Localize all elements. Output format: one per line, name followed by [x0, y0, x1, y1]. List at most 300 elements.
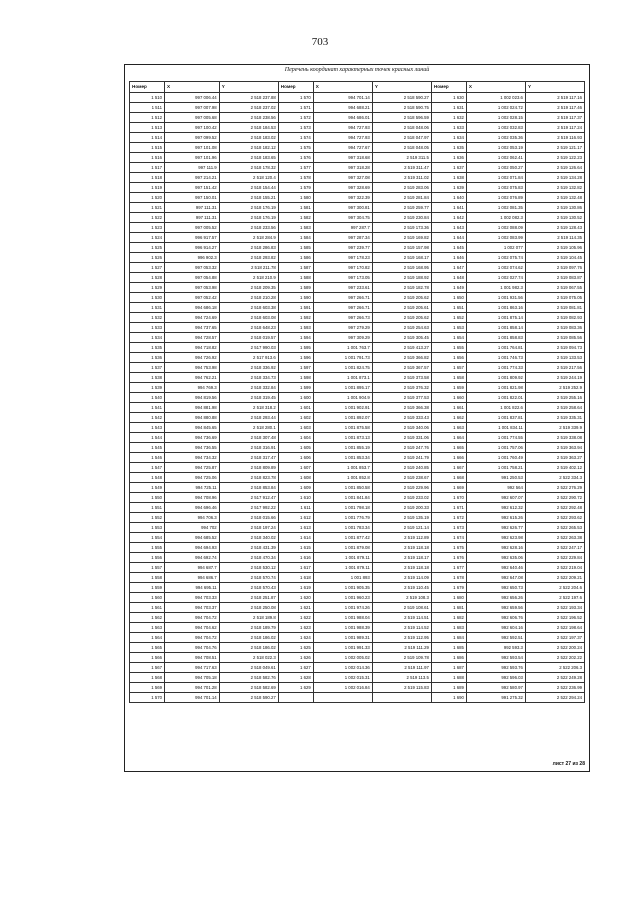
table-row	[130, 553, 585, 563]
table-cell: 2 518 186.02	[219, 633, 278, 643]
table-cell: 2 519 366.82	[372, 353, 431, 363]
table-cell: 992 635.06	[466, 553, 525, 563]
table-cell: 1 599	[278, 383, 313, 393]
table-cell: 2 519 229.96	[372, 483, 431, 493]
coordinates-table	[129, 81, 585, 703]
table-row	[130, 333, 585, 343]
table-cell: 992 592.51	[466, 633, 525, 643]
table-cell: 1 590	[278, 293, 313, 303]
table-cell: 994 734.32	[165, 453, 220, 463]
table-cell: 2 518 590.27	[372, 93, 431, 103]
table-cell: 2 518 211.78	[219, 263, 278, 273]
table-cell: 1 587	[278, 263, 313, 273]
table-cell: 1 626	[278, 653, 313, 663]
table-cell: 2 522 236.99	[525, 683, 584, 693]
table-cell: 1 632	[431, 113, 466, 123]
table-cell: 1 002 088.09	[466, 223, 525, 233]
table-cell: 2 518 470.34	[219, 553, 278, 563]
table-cell: 1 596	[278, 353, 313, 363]
table-cell: 2 519 114.51	[372, 613, 431, 623]
table-cell: 1 554	[130, 533, 165, 543]
table-cell: 1 002 005.02	[313, 653, 372, 663]
table-cell: 997 053.32	[165, 263, 220, 273]
table-cell: 2 518 251.87	[219, 593, 278, 603]
table-cell: 997 101.96	[165, 153, 220, 163]
table-cell: 1 002 075.74	[466, 253, 525, 263]
table-cell: 997 150.01	[165, 193, 220, 203]
table-cell: 1 630	[431, 93, 466, 103]
table-row	[130, 123, 585, 133]
table-cell: 1 001 853.7	[313, 463, 372, 473]
table-cell: 1 511	[130, 103, 165, 113]
table-cell: 1 644	[431, 233, 466, 243]
table-cell: 1 559	[130, 583, 165, 593]
table-cell: 1 610	[278, 493, 313, 503]
table-cell: 992 615.26	[466, 513, 525, 523]
table-cell: 1 579	[278, 183, 313, 193]
table-cell: 2 518 319.45	[219, 393, 278, 403]
table-row	[130, 143, 585, 153]
table-cell: 1 580	[278, 193, 313, 203]
table-row	[130, 153, 585, 163]
table-cell: 2 518 280.1	[219, 423, 278, 433]
table-cell: 997 005.68	[165, 113, 220, 123]
table-row	[130, 663, 585, 673]
table-cell: 1 689	[431, 683, 466, 693]
table-cell: 1 526	[130, 253, 165, 263]
table-cell: 992 628.16	[466, 543, 525, 553]
table-cell: 994 708.96	[165, 493, 220, 503]
table-cell: 1 547	[130, 463, 165, 473]
table-cell: 994 727.93	[313, 123, 372, 133]
table-cell: 2 517 992.22	[219, 503, 278, 513]
table-cell: 1 512	[130, 113, 165, 123]
table-cell: 994 701.28	[165, 683, 220, 693]
table-cell: 1 683	[431, 623, 466, 633]
table-cell: 2 522 265.53	[525, 523, 584, 533]
table-cell: 2 519 067.55	[525, 283, 584, 293]
table-cell: 2 517 990.03	[219, 343, 278, 353]
column-header: Y	[219, 82, 278, 93]
table-cell: 2 518 176.19	[219, 213, 278, 223]
table-cell: 1 002 024.72	[466, 103, 525, 113]
table-cell: 2 522 209.21	[525, 573, 584, 583]
table-cell: 1 549	[130, 483, 165, 493]
table-cell: 2 518 293.82	[219, 253, 278, 263]
table-cell: 1 609	[278, 483, 313, 493]
table-cell: 1 607	[278, 463, 313, 473]
table-cell: 1 611	[278, 503, 313, 513]
table-cell: 2 518 048.06	[372, 123, 431, 133]
table-cell: 1 628	[278, 673, 313, 683]
table-row	[130, 523, 585, 533]
table-row	[130, 183, 585, 193]
table-cell: 1 002 074.62	[466, 263, 525, 273]
table-cell: 994 753.98	[165, 363, 220, 373]
table-cell: 1 581	[278, 203, 313, 213]
table-row	[130, 433, 585, 443]
table-cell: 1 667	[431, 463, 466, 473]
table-cell: 1 001 855.19	[313, 443, 372, 453]
table-cell: 2 522 263.38	[525, 533, 584, 543]
table-cell: 1 001 757.06	[466, 443, 525, 453]
table-cell: 1 561	[130, 603, 165, 613]
table-cell: 1 631	[431, 103, 466, 113]
table-cell: 2 518 049.61	[219, 663, 278, 673]
table-row	[130, 173, 585, 183]
table-cell: 994 727.67	[313, 143, 372, 153]
table-cell: 992 593.3	[466, 643, 525, 653]
table-cell: 2 522 334.3	[525, 473, 584, 483]
table-cell: 2 519 111.29	[372, 643, 431, 653]
table-cell: 2 519 114.52	[372, 623, 431, 633]
table-cell: 992 593.76	[466, 663, 525, 673]
table-cell: 2 519 339.9	[525, 423, 584, 433]
table-cell: 994 725.11	[165, 483, 220, 493]
table-cell: 1 541	[130, 403, 165, 413]
table-cell: 997 100.42	[165, 123, 220, 133]
table-cell: 2 518 210.9	[219, 273, 278, 283]
table-cell: 1 679	[431, 583, 466, 593]
table-cell: 2 522 292.48	[525, 503, 584, 513]
table-cell: 994 686.18	[165, 303, 220, 313]
table-cell: 1 593	[278, 323, 313, 333]
table-cell: 992 612.32	[466, 503, 525, 513]
table-cell: 2 522 200.24	[525, 643, 584, 653]
table-cell: 1 663	[431, 423, 466, 433]
table-cell: 992 650.73	[466, 583, 525, 593]
table-cell: 1 001 989.31	[313, 633, 372, 643]
table-row	[130, 373, 585, 383]
table-cell: 2 518 590.75	[372, 103, 431, 113]
table-cell: 1 668	[431, 473, 466, 483]
table-cell: 2 518 431.39	[219, 543, 278, 553]
table-cell: 2 519 305.45	[372, 333, 431, 343]
table-row	[130, 483, 585, 493]
table-cell: 2 519 113.5	[372, 673, 431, 683]
table-cell: 994 724.69	[165, 313, 220, 323]
table-cell: 2 522 206.3	[525, 663, 584, 673]
table-cell: 994 881.98	[165, 403, 220, 413]
table-cell: 1 620	[278, 593, 313, 603]
table-cell: 1 001 931.56	[466, 293, 525, 303]
table-row	[130, 223, 585, 233]
table-cell: 1 606	[278, 453, 313, 463]
table-cell: 2 519 117.16	[525, 93, 584, 103]
table-cell: 1 624	[278, 633, 313, 643]
table-cell: 2 519 169.82	[372, 233, 431, 243]
table-cell: 994 703.33	[165, 593, 220, 603]
table-cell: 994 701.14	[313, 93, 372, 103]
table-cell: 1 545	[130, 443, 165, 453]
table-row	[130, 273, 585, 283]
table-cell: 997 304.75	[313, 213, 372, 223]
table-cell: 992 606.76	[466, 613, 525, 623]
table-cell: 992 596.03	[466, 673, 525, 683]
table-cell: 2 519 281.84	[372, 193, 431, 203]
sheet-label: лист 27 из 28	[552, 761, 585, 767]
table-cell: 1 656	[431, 353, 466, 363]
table-cell: 2 519 121.14	[372, 523, 431, 533]
table-cell: 2 519 126.64	[525, 163, 584, 173]
table-cell: 2 518 154.44	[219, 183, 278, 193]
table-cell: 2 518 336.92	[219, 363, 278, 373]
table-cell: 2 519 075.05	[525, 293, 584, 303]
table-cell: 1 001 853.34	[313, 453, 372, 463]
table-cell: 2 519 254.63	[372, 323, 431, 333]
table-cell: 2 519 217.56	[525, 363, 584, 373]
table-row	[130, 423, 585, 433]
table-row	[130, 413, 585, 423]
table-cell: 2 519 130.52	[525, 213, 584, 223]
table-cell: 1 542	[130, 413, 165, 423]
table-cell: 997 318.28	[313, 163, 372, 173]
table-cell: 1 638	[431, 173, 466, 183]
table-cell: 1 001 858.83	[466, 333, 525, 343]
table-cell: 994 762.21	[165, 373, 220, 383]
table-cell: 1 558	[130, 573, 165, 583]
table-cell: 1 001 824.75	[313, 363, 372, 373]
table-cell: 997 099.52	[165, 133, 220, 143]
table-cell: 1 557	[130, 563, 165, 573]
table-cell: 2 519 200.33	[372, 503, 431, 513]
table-cell: 2 519 402.12	[525, 463, 584, 473]
table-cell: 992 564	[466, 483, 525, 493]
table-cell: 2 519 135.19	[372, 513, 431, 523]
table-cell: 1 002 075.83	[466, 183, 525, 193]
table-cell: 2 518 019.57	[219, 333, 278, 343]
table-cell: 1 520	[130, 193, 165, 203]
table-cell: 2 518 603.38	[219, 303, 278, 313]
table-cell: 1 001 974.26	[313, 603, 372, 613]
table-row	[130, 613, 585, 623]
table-cell: 2 518 047.97	[372, 133, 431, 143]
table-cell: 2 517 913.6	[219, 353, 278, 363]
table-cell: 2 519 233.02	[372, 493, 431, 503]
table-cell: 2 522 249.28	[525, 673, 584, 683]
table-cell: 1 653	[431, 323, 466, 333]
table-cell: 2 519 340.06	[372, 423, 431, 433]
table-cell: 997 287.34	[313, 233, 372, 243]
table-cell: 2 519 377.53	[372, 393, 431, 403]
table-cell: 1 514	[130, 133, 165, 143]
table-cell: 1 543	[130, 423, 165, 433]
table-row	[130, 163, 585, 173]
table-row	[130, 93, 585, 103]
table-cell: 994 706.3	[165, 513, 220, 523]
table-cell: 997 111.9	[165, 163, 220, 173]
table-cell: 2 519 117.46	[525, 103, 584, 113]
table-cell: 1 601	[278, 403, 313, 413]
table-cell: 1 612	[278, 513, 313, 523]
table-cell: 1 659	[431, 383, 466, 393]
table-cell: 1 536	[130, 353, 165, 363]
table-cell: 994 703.37	[165, 603, 220, 613]
table-cell: 2 519 244.19	[525, 373, 584, 383]
table-cell: 2 519 118.18	[372, 563, 431, 573]
table-cell: 1 001 893	[313, 573, 372, 583]
table-cell: 1 544	[130, 433, 165, 443]
table-cell: 1 671	[431, 503, 466, 513]
table-cell: 2 519 311.5	[372, 153, 431, 163]
table-cell: 2 519 188.92	[372, 273, 431, 283]
table-cell: 2 519 110.45	[372, 583, 431, 593]
table-cell: 2 519 105.96	[525, 243, 584, 253]
table-cell: 1 001 858.14	[466, 323, 525, 333]
table-cell: 2 519 182.78	[372, 283, 431, 293]
table-cell: 1 563	[130, 623, 165, 633]
table-cell: 997 111.31	[165, 213, 220, 223]
table-cell: 994 694.93	[165, 543, 220, 553]
table-cell: 997 173.05	[313, 273, 372, 283]
table-cell: 2 518 293.44	[219, 413, 278, 423]
table-cell: 1 640	[431, 193, 466, 203]
table-cell: 1 573	[278, 123, 313, 133]
table-cell: 1 002 053.19	[466, 143, 525, 153]
table-body	[130, 93, 585, 703]
table-cell: 1 672	[431, 513, 466, 523]
table-cell: 1 002 028.15	[466, 113, 525, 123]
column-header: X	[313, 82, 372, 93]
table-cell: 996 914.27	[165, 243, 220, 253]
table-row	[130, 343, 585, 353]
table-cell: 2 518 570.43	[219, 583, 278, 593]
table-row	[130, 263, 585, 273]
table-cell: 1 002 027.74	[466, 273, 525, 283]
table-row	[130, 473, 585, 483]
table-cell: 2 518 182.12	[219, 143, 278, 153]
table-cell: 1 516	[130, 153, 165, 163]
table-cell: 2 518 582.76	[219, 673, 278, 683]
table-cell: 1 001 877.42	[313, 533, 372, 543]
table-cell: 1 550	[130, 493, 165, 503]
table-cell: 994 705.18	[165, 673, 220, 683]
table-cell: 2 518 237.88	[219, 93, 278, 103]
table-cell: 992 656.26	[466, 593, 525, 603]
table-cell: 1 546	[130, 453, 165, 463]
table-cell: 1 675	[431, 543, 466, 553]
table-cell: 1 583	[278, 223, 313, 233]
table-row	[130, 533, 585, 543]
table-cell: 992 607.07	[466, 493, 525, 503]
table-cell: 1 618	[278, 573, 313, 583]
table-cell: 2 518 183.02	[219, 133, 278, 143]
table-cell: 997 007.98	[165, 103, 220, 113]
table-cell: 2 519 112.89	[372, 533, 431, 543]
table-cell: 1 652	[431, 313, 466, 323]
table-cell: 997 239.77	[313, 243, 372, 253]
table-cell: 1 551	[130, 503, 165, 513]
table-row	[130, 623, 585, 633]
table-cell: 1 001 879.11	[313, 563, 372, 573]
table-cell: 1 647	[431, 263, 466, 273]
table-cell: 994 769.3	[165, 383, 220, 393]
table-cell: 1 534	[130, 333, 165, 343]
table-cell: 2 519 333.43	[372, 413, 431, 423]
table-cell: 994 686.7	[165, 573, 220, 583]
table-cell: 1 535	[130, 343, 165, 353]
table-cell: 1 002 015.31	[313, 673, 372, 683]
table-cell: 1 629	[278, 683, 313, 693]
table-cell: 994 686.01	[313, 113, 372, 123]
table-cell: 1 665	[431, 443, 466, 453]
table-cell: 2 522 276.29	[525, 483, 584, 493]
table-cell: 994 736.55	[165, 443, 220, 453]
column-header: Номер	[130, 82, 165, 93]
table-cell: 1 568	[130, 673, 165, 683]
table-cell: 2 517 912.47	[219, 493, 278, 503]
table-cell: 2 519 115.83	[372, 683, 431, 693]
table-row	[130, 653, 585, 663]
table-cell: 994 725.06	[165, 473, 220, 483]
table-cell: 997 318.68	[313, 153, 372, 163]
table-row	[130, 243, 585, 253]
table-cell: 2 519 130.86	[525, 203, 584, 213]
table-cell: 994 728.57	[165, 333, 220, 343]
table-cell: 2 518 332.84	[219, 383, 278, 393]
table-cell: 2 519 114.35	[525, 233, 584, 243]
table-cell: 997 279.29	[313, 323, 372, 333]
table-cell: 2 519 168.17	[372, 253, 431, 263]
table-cell: 994 702	[165, 523, 220, 533]
table-cell: 1 523	[130, 223, 165, 233]
table-cell: 1 002 062.41	[466, 153, 525, 163]
table-cell: 994 704.62	[165, 623, 220, 633]
table-cell: 1 001 991.33	[313, 643, 372, 653]
table-cell: 1 597	[278, 363, 313, 373]
table-row	[130, 453, 585, 463]
table-cell: 1 576	[278, 153, 313, 163]
table-cell: 1 527	[130, 263, 165, 273]
table-cell: 1 001 905.35	[313, 583, 372, 593]
table-cell: 2 519 133.53	[525, 353, 584, 363]
table-cell: 2 518 590.27	[219, 693, 278, 703]
table-cell: 2 519 252.9	[525, 383, 584, 393]
table-cell: 2 518 178.32	[219, 163, 278, 173]
table-cell: 1 621	[278, 603, 313, 613]
table-cell: 2 522 204.6	[525, 583, 584, 593]
table-cell: 994 718.82	[165, 343, 220, 353]
table-cell: 1 674	[431, 533, 466, 543]
table-row	[130, 133, 585, 143]
table-cell: 1 001 776.79	[313, 513, 372, 523]
table-cell: 1 513	[130, 123, 165, 133]
table-row	[130, 103, 585, 113]
table-cell: 2 518 307.48	[219, 433, 278, 443]
table-cell: 997 266.73	[313, 313, 372, 323]
table-cell: 1 001 892.07	[313, 413, 372, 423]
table-cell: 1 567	[130, 663, 165, 673]
table-cell: 1 001 902.91	[313, 403, 372, 413]
table-cell: 1 602	[278, 413, 313, 423]
table-row	[130, 233, 585, 243]
table-cell: 2 519 373.58	[372, 373, 431, 383]
table-cell: 2 519 366.38	[372, 403, 431, 413]
table-cell: 1 001 774.33	[466, 363, 525, 373]
table-cell: 991 250.53	[466, 473, 525, 483]
table-cell: 2 519 132.48	[525, 193, 584, 203]
table-cell: 1 519	[130, 183, 165, 193]
table-row	[130, 683, 585, 693]
table-cell: 1 625	[278, 643, 313, 653]
table-cell: 2 519 085.56	[525, 333, 584, 343]
table-cell: 1 515	[130, 143, 165, 153]
table-cell: 1 522	[130, 213, 165, 223]
table-cell: 1 685	[431, 643, 466, 653]
table-cell: 2 518 530.12	[219, 563, 278, 573]
table-cell: 1 584	[278, 233, 313, 243]
table-cell: 1 529	[130, 283, 165, 293]
